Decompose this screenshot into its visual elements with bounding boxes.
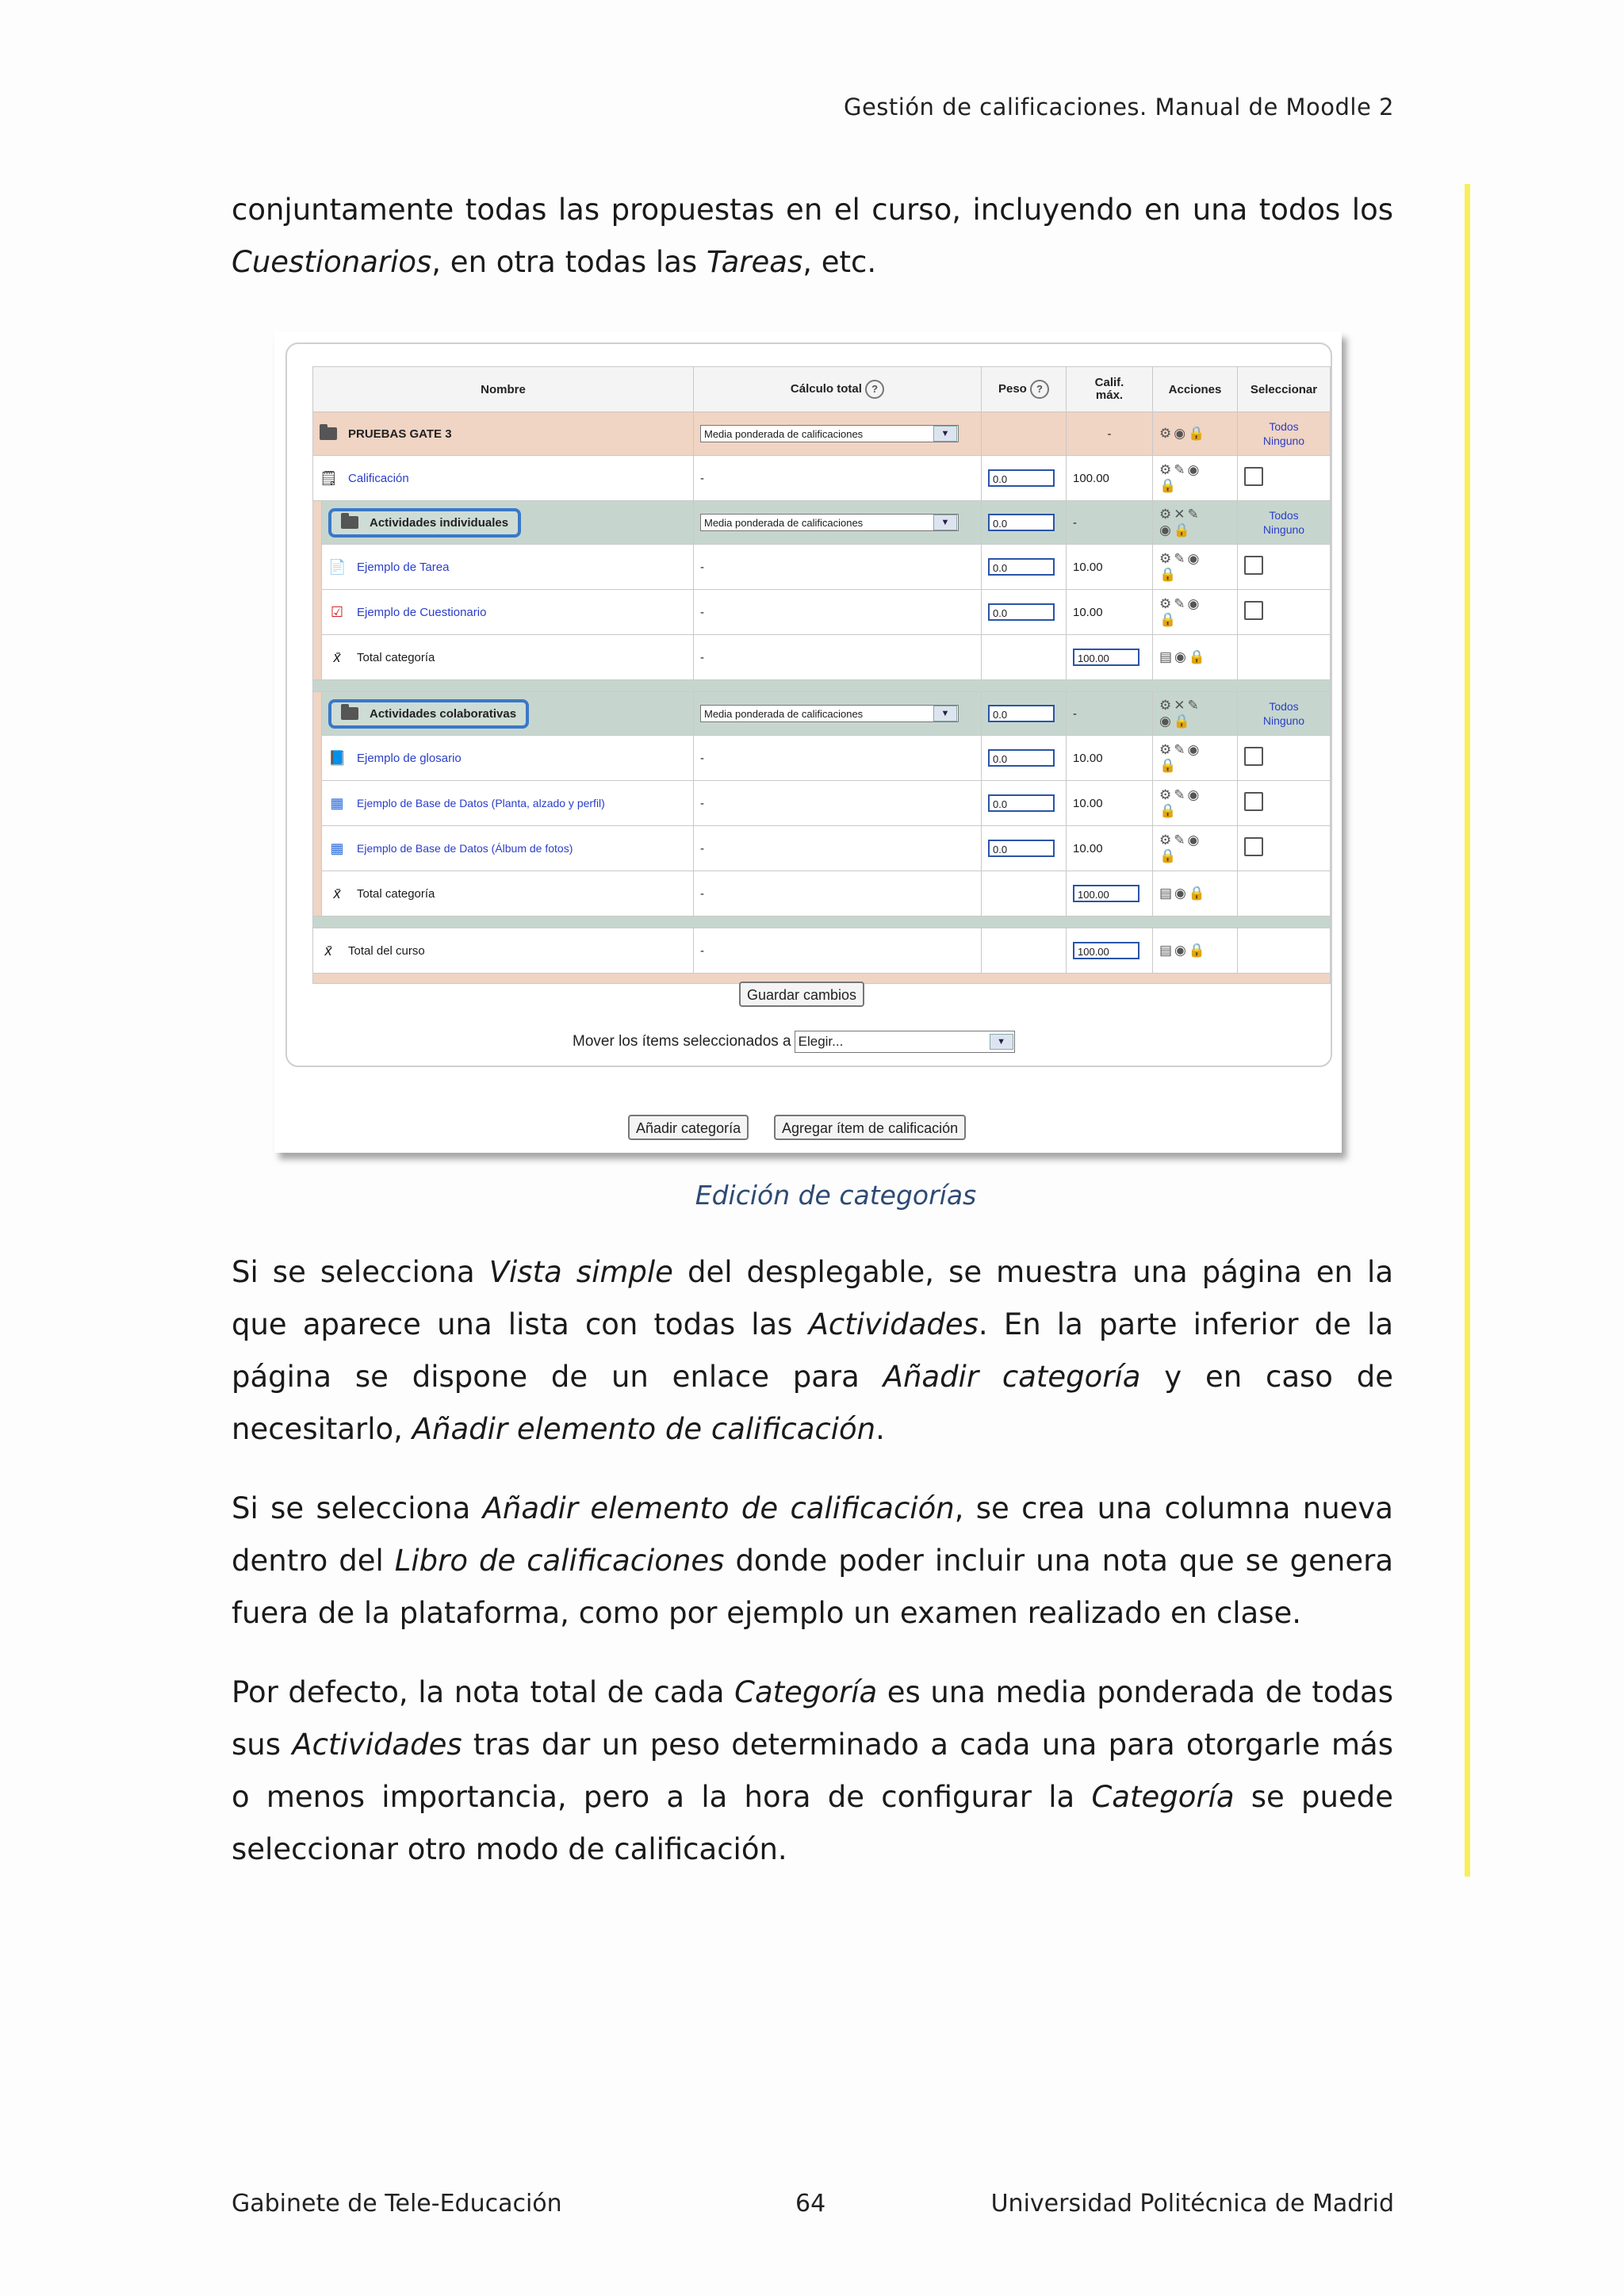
actions-cell[interactable]: ▤◉🔒 bbox=[1153, 635, 1238, 680]
category-highlight: Actividades individuales bbox=[328, 508, 521, 538]
calc-select[interactable]: Media ponderada de calificaciones ▼ bbox=[700, 705, 959, 722]
actions-cell[interactable]: ▤◉🔒 bbox=[1153, 871, 1238, 916]
table-row: x̄ Total del curso - 100.00 ▤◉🔒 bbox=[313, 928, 1331, 974]
category-total-icon: x̄ bbox=[333, 886, 341, 901]
col-nombre: Nombre bbox=[313, 367, 694, 412]
categories-table bbox=[312, 366, 1331, 984]
col-peso: Peso ? bbox=[982, 367, 1067, 412]
chevron-down-icon: ▼ bbox=[933, 426, 957, 442]
chevron-down-icon: ▼ bbox=[933, 515, 957, 530]
chevron-down-icon: ▼ bbox=[990, 1034, 1013, 1050]
max-grade-input[interactable]: 100.00 bbox=[1073, 649, 1139, 666]
table-row: x̄ Total categoría - 100.00 ▤◉🔒 bbox=[313, 871, 1331, 916]
actions-cell[interactable]: ⚙◉🔒 bbox=[1153, 412, 1238, 456]
move-items-row: Mover los ítems seleccionados a Elegir... ▼ bbox=[573, 1031, 1015, 1053]
select-checkbox[interactable] bbox=[1244, 601, 1263, 620]
col-calif-max: Calif. máx. bbox=[1067, 367, 1153, 412]
select-checkbox[interactable] bbox=[1244, 556, 1263, 575]
weight-input[interactable]: 0.0 bbox=[988, 558, 1055, 576]
select-checkbox[interactable] bbox=[1244, 467, 1263, 486]
footer-right: Universidad Politécnica de Madrid bbox=[990, 2190, 1394, 2218]
table-header-row bbox=[313, 367, 1331, 412]
weight-input[interactable]: 0.0 bbox=[988, 840, 1055, 857]
max-grade-input[interactable]: 100.00 bbox=[1073, 942, 1139, 959]
table-row: Actividades colaborativas Media ponderada de calificaciones ▼ 0.0 - ⚙✕✎ ◉🔒 Todos Ninguno bbox=[313, 692, 1331, 736]
page-header: Gestión de calificaciones. Manual de Moodle 2 bbox=[843, 94, 1394, 121]
figure-caption: Edición de categorías bbox=[695, 1180, 977, 1211]
col-acciones: Acciones bbox=[1153, 367, 1238, 412]
item-link[interactable]: Calificación bbox=[348, 471, 409, 485]
col-seleccionar: Seleccionar bbox=[1238, 367, 1331, 412]
table-row: ▦ Ejemplo de Base de Datos (Álbum de fotos) - 0.0 10.00 ⚙✎◉ 🔒 bbox=[313, 826, 1331, 871]
max-grade-input[interactable]: 100.00 bbox=[1073, 885, 1139, 902]
select-checkbox[interactable] bbox=[1244, 792, 1263, 811]
item-link[interactable]: Ejemplo de Base de Datos (Álbum de fotos) bbox=[357, 842, 573, 855]
select-none-link[interactable]: Ninguno bbox=[1262, 714, 1305, 727]
margin-bar bbox=[1465, 184, 1470, 1877]
glossary-icon: 📘 bbox=[328, 750, 347, 766]
intro-paragraph: conjuntamente todas las propuestas en el curso, incluyendo en una todos los Cuestionarios, en otra todas las Tareas, etc. bbox=[232, 193, 1393, 279]
actions-cell[interactable]: ⚙✎◉ 🔒 bbox=[1153, 456, 1238, 501]
category-highlight: Actividades colaborativas bbox=[328, 699, 529, 729]
item-link[interactable]: Ejemplo de glosario bbox=[357, 751, 462, 765]
actions-cell[interactable]: ⚙✕✎ ◉🔒 bbox=[1153, 501, 1238, 545]
select-checkbox[interactable] bbox=[1244, 747, 1263, 766]
add-category-button[interactable]: Añadir categoría bbox=[628, 1115, 749, 1140]
manual-grade-icon: 🗒 bbox=[320, 470, 338, 486]
select-none-link[interactable]: Ninguno bbox=[1262, 434, 1305, 447]
course-total-icon: x̄ bbox=[324, 943, 332, 959]
weight-input[interactable]: 0.0 bbox=[988, 705, 1055, 722]
database-icon: ▦ bbox=[330, 795, 344, 811]
table-row: x̄ Total categoría - 100.00 ▤◉🔒 bbox=[313, 635, 1331, 680]
page-number: 64 bbox=[795, 2190, 826, 2218]
select-none-link[interactable]: Ninguno bbox=[1262, 523, 1305, 536]
quiz-icon: ☑ bbox=[330, 604, 344, 620]
actions-cell[interactable]: ⚙✎◉ 🔒 bbox=[1153, 545, 1238, 590]
select-all-link[interactable]: Todos bbox=[1269, 420, 1299, 433]
paragraph-2: Si se selecciona Añadir elemento de calificación, se crea una columna nueva dentro del Libro de calificaciones donde poder incluir una nota que se genera fuera de la plataforma, como por ejemplo un examen realizado en clase. bbox=[232, 1491, 1393, 1630]
weight-input[interactable]: 0.0 bbox=[988, 749, 1055, 767]
select-all-link[interactable]: Todos bbox=[1269, 509, 1299, 522]
select-all-link[interactable]: Todos bbox=[1269, 700, 1299, 713]
actions-cell[interactable]: ⚙✎◉ 🔒 bbox=[1153, 736, 1238, 781]
database-icon: ▦ bbox=[330, 840, 344, 856]
weight-input[interactable]: 0.0 bbox=[988, 794, 1055, 812]
paragraph-3: Por defecto, la nota total de cada Categoría es una media ponderada de todas sus Actividades tras dar un peso determinado a cada una para otorgarle más o menos importancia, pero a la hora de configurar la Categoría se puede seleccionar otro modo de calificación. bbox=[232, 1675, 1394, 1866]
actions-cell[interactable]: ⚙✎◉ 🔒 bbox=[1153, 826, 1238, 871]
folder-icon bbox=[341, 707, 358, 720]
save-changes-button[interactable]: Guardar cambios bbox=[739, 982, 864, 1007]
footer-left: Gabinete de Tele-Educación bbox=[232, 2190, 562, 2218]
table-row: 🗒 Calificación - 0.0 100.00 ⚙✎◉ 🔒 bbox=[313, 456, 1331, 501]
item-link[interactable]: Ejemplo de Tarea bbox=[357, 560, 450, 574]
item-link[interactable]: Ejemplo de Base de Datos (Planta, alzado y perfil) bbox=[357, 797, 605, 809]
gradebook-panel bbox=[285, 342, 1332, 1067]
actions-cell[interactable]: ⚙✎◉ 🔒 bbox=[1153, 590, 1238, 635]
calc-select[interactable]: Media ponderada de calificaciones ▼ bbox=[700, 514, 959, 531]
weight-input[interactable]: 0.0 bbox=[988, 603, 1055, 621]
category-total-icon: x̄ bbox=[333, 649, 341, 665]
item-link[interactable]: Ejemplo de Cuestionario bbox=[357, 605, 487, 619]
weight-input[interactable]: 0.0 bbox=[988, 514, 1055, 531]
actions-cell[interactable]: ⚙✎◉ 🔒 bbox=[1153, 781, 1238, 826]
weight-input[interactable]: 0.0 bbox=[988, 469, 1055, 487]
table-row: Actividades individuales Media ponderada de calificaciones ▼ 0.0 - ⚙✕✎ ◉🔒 Todos Ninguno bbox=[313, 501, 1331, 545]
select-checkbox[interactable] bbox=[1244, 837, 1263, 856]
chevron-down-icon: ▼ bbox=[933, 706, 957, 721]
assignment-icon: 📄 bbox=[328, 559, 347, 575]
gradebook-screenshot bbox=[274, 331, 1342, 1153]
col-calculo: Cálculo total ? bbox=[694, 367, 982, 412]
table-row: ☑ Ejemplo de Cuestionario - 0.0 10.00 ⚙✎◉ 🔒 bbox=[313, 590, 1331, 635]
actions-cell[interactable]: ▤◉🔒 bbox=[1153, 928, 1238, 974]
actions-cell[interactable]: ⚙✕✎ ◉🔒 bbox=[1153, 692, 1238, 736]
table-row: 📄 Ejemplo de Tarea - 0.0 10.00 ⚙✎◉ 🔒 bbox=[313, 545, 1331, 590]
folder-icon bbox=[320, 427, 337, 440]
folder-icon bbox=[341, 516, 358, 529]
move-select[interactable]: Elegir... ▼ bbox=[795, 1031, 1015, 1053]
add-grade-item-button[interactable]: Agregar ítem de calificación bbox=[774, 1115, 966, 1140]
help-icon[interactable]: ? bbox=[1030, 380, 1049, 399]
help-icon[interactable]: ? bbox=[865, 380, 884, 399]
table-row: 📘 Ejemplo de glosario - 0.0 10.00 ⚙✎◉ 🔒 bbox=[313, 736, 1331, 781]
paragraph-1: Si se selecciona Vista simple del desplegable, se muestra una página en la que aparece una lista con todas las Actividades. En la parte inferior de la página se dispone de un enlace para Añadir categoría y en caso de necesitarlo, Añadir elemento de calificación. bbox=[232, 1255, 1393, 1446]
calc-select[interactable]: Media ponderada de calificaciones ▼ bbox=[700, 425, 959, 442]
table-row: PRUEBAS GATE 3 Media ponderada de calificaciones ▼ - ⚙◉🔒 Todos Ninguno bbox=[313, 412, 1331, 456]
table-row: ▦ Ejemplo de Base de Datos (Planta, alzado y perfil) - 0.0 10.00 ⚙✎◉ 🔒 bbox=[313, 781, 1331, 826]
